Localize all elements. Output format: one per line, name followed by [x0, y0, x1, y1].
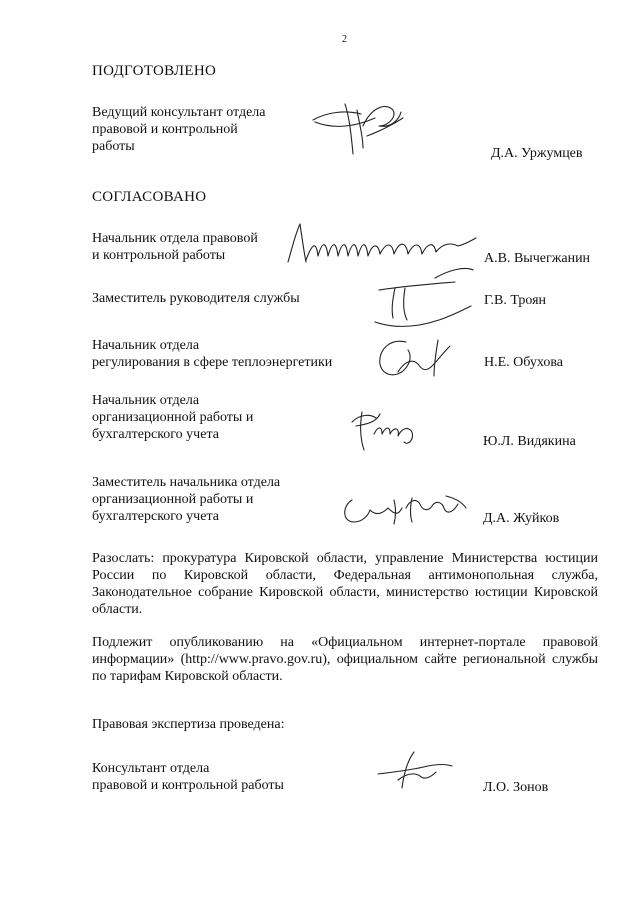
- agreed-position-2: Заместитель руководителя службы: [92, 291, 300, 306]
- agreed-name-2: Г.В. Троян: [484, 293, 547, 308]
- agreed-position-4: Начальник отдела организационной работы и бухгалтерского учета: [92, 393, 254, 442]
- publication-note: Подлежит опубликованию на «Официальном интернет-портале правовой информации» (http://www.pravo.gov.ru), официальном сайте региональной службы по тарифам Кировской области.: [92, 635, 598, 684]
- agreed-heading: СОГЛАСОВАНО: [92, 189, 207, 205]
- agreed-name-3: Н.Е. Обухова: [484, 355, 563, 370]
- page-number: 2: [342, 34, 347, 45]
- signature-vidyakina: [346, 404, 426, 454]
- signature-urzhumtsev: [305, 96, 415, 166]
- expertise-heading: Правовая экспертиза проведена:: [92, 717, 285, 732]
- agreed-name-4: Ю.Л. Видякина: [483, 434, 576, 449]
- agreed-position-1: Начальник отдела правовой и контрольной работы: [92, 231, 258, 263]
- expertise-name: Л.О. Зонов: [483, 780, 549, 795]
- prepared-position: Ведущий консультант отдела правовой и контрольной работы: [92, 105, 266, 154]
- expertise-position: Консультант отдела правовой и контрольной работы: [92, 761, 284, 793]
- signature-troyan: [365, 262, 485, 342]
- agreed-name-5: Д.А. Жуйков: [483, 511, 560, 526]
- distribution-note: Разослать: прокуратура Кировской области, управление Министерства юстиции России по Кировской области, Федеральная антимонопольная служба, Законодательное собрание Кировской области, министерство юстиции Кировской области.: [92, 551, 598, 617]
- agreed-position-3: Начальник отдела регулирования в сфере теплоэнергетики: [92, 338, 333, 370]
- prepared-heading: ПОДГОТОВЛЕНО: [92, 63, 217, 79]
- signature-zonov: [368, 744, 458, 800]
- agreed-position-5: Заместитель начальника отдела организационной работы и бухгалтерского учета: [92, 475, 281, 524]
- signature-zhuikov: [336, 486, 476, 530]
- signature-obukhova: [368, 332, 468, 388]
- agreed-name-1: А.В. Вычегжанин: [484, 251, 591, 266]
- prepared-name: Д.А. Уржумцев: [491, 146, 583, 161]
